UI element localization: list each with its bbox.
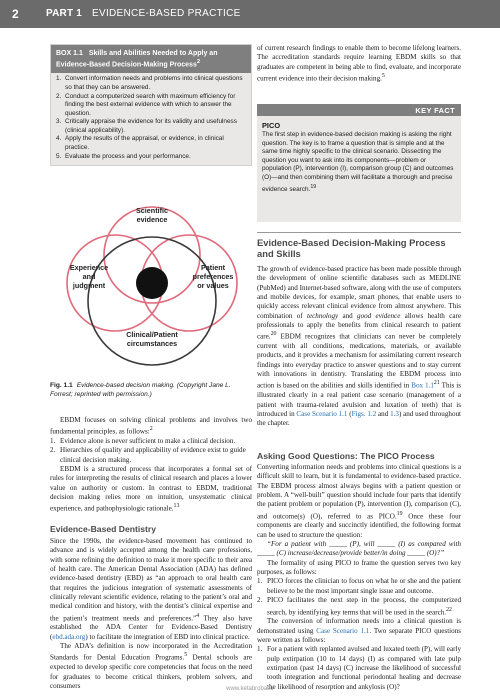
list-item bbox=[56, 153, 246, 162]
label-clinical-patient: Clinical/Patient bbox=[126, 330, 178, 339]
item-text: Convert information needs and problems into clinical questions so that they can be answered. bbox=[65, 75, 243, 91]
label-or-values: or values bbox=[197, 281, 229, 290]
key-fact-body bbox=[257, 131, 461, 194]
item-number: 2. bbox=[56, 92, 62, 100]
text: and bbox=[376, 409, 391, 418]
left-body-1 bbox=[50, 416, 252, 514]
text: allows health care professionals to apply the benefits from clinical research to patient care. bbox=[257, 311, 461, 341]
item-number: 1. bbox=[50, 437, 56, 446]
caption-label: Fig. 1.1 bbox=[50, 382, 73, 389]
heading-ebdm bbox=[257, 232, 461, 259]
paragraph bbox=[257, 463, 461, 540]
ref: 19 bbox=[396, 510, 403, 517]
text: The growth of evidence-based practice has been made possible through the development of online scientific databases such as MEDLINE (PubMed) and Internet-based software, along with the use of computers and mobile devices, for example, smart phones, that enable users to quickly access relevant clinical evidence from almost anywhere. This combination of bbox=[257, 265, 461, 320]
text: “For a patient with _____ (P), will _____ (I) as compared with _____ (C) increase/decrease/provide better/in doing _____ (O)?” bbox=[257, 540, 461, 558]
paragraph bbox=[257, 559, 461, 578]
text: ) to facilitate the integration of EBD into clinical practice. bbox=[85, 632, 250, 641]
key-fact-box bbox=[257, 104, 461, 222]
ada-link[interactable]: ebd.ada.org bbox=[52, 632, 86, 641]
list-item bbox=[257, 645, 461, 692]
box-title bbox=[51, 45, 251, 73]
paragraph bbox=[50, 465, 252, 514]
box-1-1 bbox=[50, 44, 252, 166]
emphasis: good evidence bbox=[357, 311, 401, 320]
text: The conversion of information needs into a clinical question is demonstrated using bbox=[257, 617, 461, 635]
paragraph bbox=[50, 537, 252, 642]
ref: 13 bbox=[173, 503, 180, 510]
figure-link[interactable]: Figs. 1.2 bbox=[351, 409, 377, 418]
section-heading: Asking Good Questions: The PICO Process bbox=[257, 451, 435, 461]
key-fact-label: KEY FACT bbox=[257, 104, 461, 116]
list-item bbox=[257, 577, 461, 596]
page-header bbox=[0, 0, 500, 28]
heading-pico bbox=[257, 451, 435, 461]
item-number: 1. bbox=[257, 645, 263, 654]
text: Dental schools are expected to develop specific core competencies that focus on the need for graduates to become critical thinkers, problem solvers, and consumers bbox=[50, 653, 252, 690]
ref: 21 bbox=[433, 380, 440, 387]
text: EBDM recognizes that clinicians can never be completely current with all conditions, medications, materials, or available products, and it provides a mechanism for assimilating current research findings into everyday practice to answer questions and to stay current with innovations in dentistry. Translating the EBDM process into action is based on the abilities and skills identified in bbox=[257, 332, 461, 390]
watermark: www.ketabrobat.ir bbox=[226, 686, 274, 692]
list-item bbox=[257, 596, 461, 617]
principles-list bbox=[50, 437, 252, 465]
text: . Two separate PICO questions were written as follows: bbox=[257, 626, 461, 644]
list-item bbox=[50, 437, 252, 446]
item-number: 2. bbox=[257, 596, 263, 605]
ref: 5 bbox=[381, 73, 385, 80]
ref: 2 bbox=[149, 426, 153, 433]
text: EBDM is a structured process that incorporates a formal set of rules for interpreting the results of clinical research and places a lower value on authority or custom. In contrast to EBDM, traditional decision making relies more on intuition, unsystematic clinical experience, and pathophysiologic rationale. bbox=[50, 465, 252, 513]
label-preferences: preferences bbox=[192, 272, 234, 281]
label-judgment: judgment bbox=[72, 281, 106, 290]
text: Once these four components are clearly and succinctly identified, the following format can be used to structure the question: bbox=[257, 512, 461, 539]
item-text: Hierarchies of quality and applicability of evidence exist to guide clinical decision making. bbox=[60, 446, 246, 464]
label-experience: Experience bbox=[69, 263, 109, 272]
ref: 5 bbox=[184, 652, 188, 659]
text: Converting information needs and problems into clinical questions is a difficult skill to learn, but it is fundamental to evidence-based practice. The EBDM process almost always begins with a patient question or problem. A “well-built” question should include four parts that identify the patient problem or population (P), intervention (I), comparison (C), and outcome(s) (O), referred to as PICO. bbox=[257, 463, 461, 521]
item-text: Evaluate the process and your performance. bbox=[65, 152, 191, 160]
key-fact-title: PICO bbox=[262, 121, 281, 130]
text: and bbox=[338, 311, 358, 320]
paragraph bbox=[257, 617, 461, 645]
purposes-list bbox=[257, 577, 461, 617]
text: ) and used throughout the chapter. bbox=[257, 409, 462, 428]
section-title: EVIDENCE-BASED PRACTICE bbox=[92, 8, 241, 19]
item-number: 4. bbox=[56, 135, 62, 143]
item-number: 1. bbox=[56, 75, 62, 83]
part-label: PART 1 bbox=[46, 8, 83, 19]
label-patient: Patient bbox=[201, 263, 225, 272]
box-heading: Skills and Abilities Needed to Apply an Evidence-Based Decision-Making Process bbox=[56, 50, 218, 69]
text: The first step in evidence-based decision making is asking the right question. The key is to frame a question that is simple and at the same time highly specific to the clinical scenario. Dissecting the question you want to ask into its components—problem or population (P), intervention (I), comparison group (C) and outcomes (O)—and then combining them will facilitate a thorough and precise evidence search. bbox=[262, 131, 454, 193]
emphasis: technology bbox=[307, 311, 339, 320]
box-ref: 2 bbox=[196, 59, 201, 65]
figure-caption bbox=[50, 381, 252, 399]
text: ( bbox=[347, 409, 352, 418]
item-text: PICO facilitates the next step in the process, the computerized search, by identifying key terms that will be used in the search. bbox=[267, 596, 461, 616]
paragraph bbox=[257, 44, 461, 84]
list-item bbox=[56, 135, 246, 152]
right-body-2 bbox=[257, 265, 461, 429]
ref: 20 bbox=[270, 331, 277, 338]
page-number: 2 bbox=[12, 7, 19, 21]
paragraph bbox=[50, 416, 252, 437]
item-number: 2. bbox=[50, 446, 56, 455]
section-heading: Evidence-Based Decision-Making Process and Skills bbox=[257, 237, 446, 259]
pico-questions-list bbox=[257, 645, 461, 692]
center-intersection bbox=[136, 267, 168, 299]
item-text: PICO forces the clinician to focus on what he or she and the patient believe to be the most important single issue and outcome. bbox=[267, 577, 461, 595]
text: Since the 1990s, the evidence-based movement has continued to advance and is widely accepted among the health care professions, with some refining the definition to make it more specific to their area of health care. The American Dental Association (ADA) has defined evidence-based dentistry (EBD) as “an approach to oral health care that requires the judicious integration of systematic assessments of clinically relevant scientific evidence, relating to the patient’s oral and medical condition and history, with the dentist’s clinical expertise and the patient’s treatment needs and preferences.” bbox=[50, 537, 252, 623]
text: They also have established the ADA Center for Evidence-Based Dentistry ( bbox=[50, 614, 252, 641]
question-template bbox=[257, 540, 461, 559]
venn-diagram bbox=[55, 195, 250, 375]
paragraph bbox=[50, 642, 252, 691]
list-item bbox=[56, 118, 246, 135]
box-link[interactable]: Box 1.1 bbox=[411, 381, 434, 390]
label-scientific: Scientific bbox=[136, 206, 168, 215]
left-body-2 bbox=[50, 537, 252, 691]
text: EBDM focuses on solving clinical problems and involves two fundamental principles, as follows: bbox=[50, 416, 252, 436]
item-number: 5. bbox=[56, 152, 62, 160]
text: The formality of using PICO to frame the question serves two key purposes, as follows: bbox=[257, 558, 461, 577]
item-text: For a patient with replanted avulsed and luxated teeth (P), will early pulp extirpation (10 to 14 days) (I) as compared with late pulp extirpation (past 14 days) (C) increase the likelihood of successful tooth integration and functional periodontal healing and decrease the likelihood of resorption and ankylosis (O)? bbox=[267, 645, 461, 691]
ref: 22 bbox=[446, 606, 452, 613]
list-item bbox=[56, 75, 246, 92]
item-text: Apply the results of the appraisal, or evidence, in clinical practice. bbox=[65, 135, 224, 152]
text: This is illustrated clearly in a real patient case scenario (management of a patient with trauma-related avulsion and luxation of teeth) that is introduced in bbox=[257, 381, 462, 418]
item-text: Critically appraise the evidence for its validity and usefulness (clinical applicability). bbox=[65, 118, 237, 134]
ref: 19 bbox=[310, 183, 317, 190]
case-link[interactable]: Case Scenario 1.1 bbox=[296, 409, 348, 418]
case-link[interactable]: Case Scenario 1.1 bbox=[316, 626, 370, 635]
item-number: 1. bbox=[257, 577, 263, 586]
list-item bbox=[50, 446, 252, 465]
item-text: Conduct a computerized search with maximum efficiency for finding the best external evidence with which to answer the question. bbox=[65, 92, 236, 117]
list-item bbox=[56, 93, 246, 119]
label-evidence: evidence bbox=[136, 215, 168, 224]
item-number: 3. bbox=[56, 118, 62, 126]
label-circumstances: circumstances bbox=[126, 339, 178, 348]
figure-link[interactable]: 1.3 bbox=[390, 409, 399, 418]
ref: 4 bbox=[196, 612, 200, 619]
item-text: Evidence alone is never sufficient to make a clinical decision. bbox=[60, 437, 236, 446]
text: of current research findings to enable them to become lifelong learners. The accreditation standards require learning EBDM skills so that graduates are competent in being able to find, evaluate, and incorporate current evidence into their decision making. bbox=[257, 44, 461, 83]
section-heading: Evidence-Based Dentistry bbox=[50, 524, 157, 534]
heading-ebd bbox=[50, 524, 156, 534]
caption-text: Evidence-based decision making. (Copyright Jane L. Forrest; reprinted with permission.) bbox=[50, 382, 231, 398]
right-body-3 bbox=[257, 463, 461, 692]
paragraph bbox=[257, 265, 461, 429]
box-label: BOX 1.1 bbox=[56, 50, 83, 57]
label-and: and bbox=[82, 272, 96, 281]
text: The ADA’s definition is now incorporated in the Accreditation Standards for Dental Education Programs. bbox=[50, 642, 252, 662]
box-list bbox=[51, 73, 251, 165]
right-body-1 bbox=[257, 44, 461, 84]
